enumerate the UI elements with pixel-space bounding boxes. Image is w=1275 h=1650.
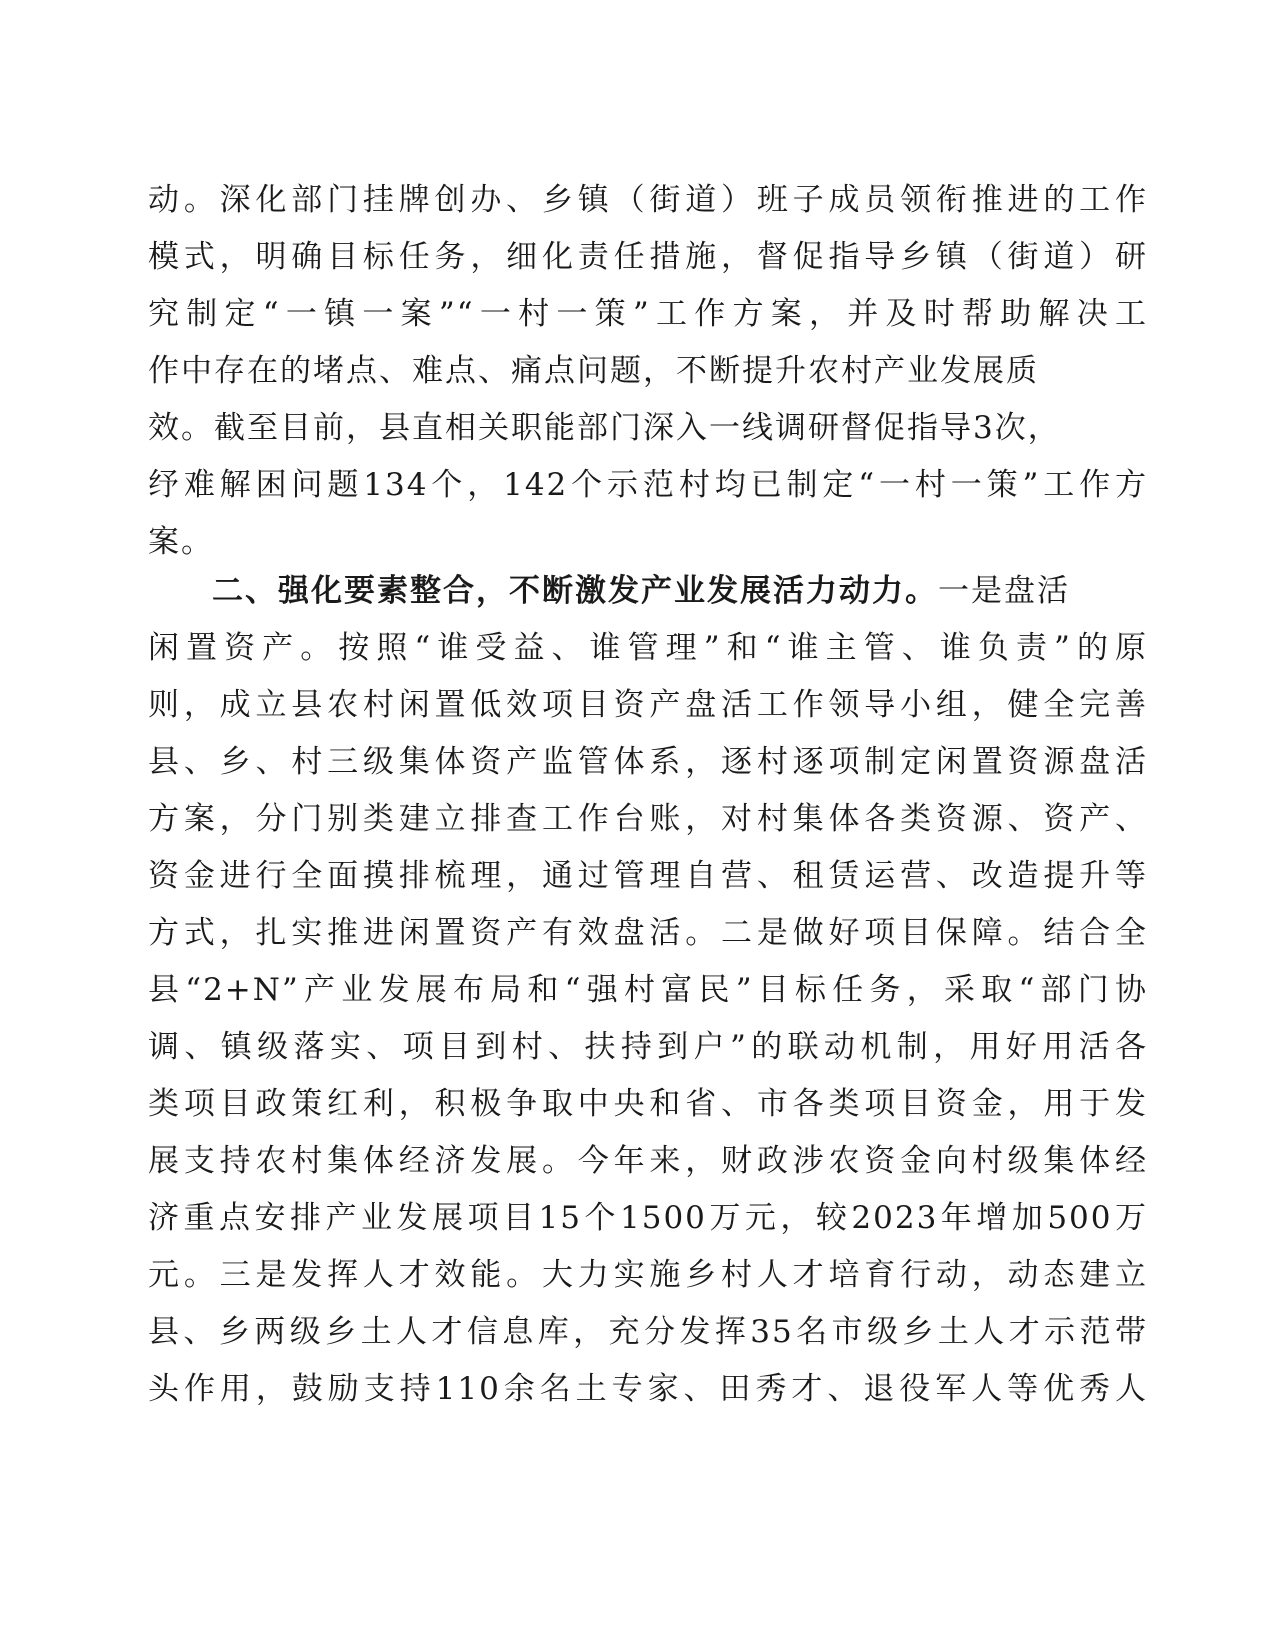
text-line: 闲置资产。按照“谁受益、谁管理”和“谁主管、谁负责”的原	[148, 630, 1148, 666]
section-heading-line	[212, 563, 1148, 619]
text-line: 方式，扎实推进闲置资产有效盘活。二是做好项目保障。结合全	[148, 915, 1148, 951]
text-line: 则，成立县农村闲置低效项目资产盘活工作领导小组，健全完善	[148, 687, 1148, 723]
text-line: 模式，明确目标任务，细化责任措施，督促指导乡镇（街道）研	[148, 239, 1148, 275]
text-line: 调、镇级落实、项目到村、扶持到户”的联动机制，用好用活各	[148, 1029, 1148, 1065]
text-line: 展支持农村集体经济发展。今年来，财政涉农资金向村级集体经	[148, 1143, 1148, 1179]
text-line: 县、乡、村三级集体资产监管体系，逐村逐项制定闲置资源盘活	[148, 744, 1148, 780]
text-line: 济重点安排产业发展项目15个1500万元，较2023年增加500万	[148, 1200, 1148, 1236]
heading-line-rest: 一是盘活	[938, 573, 1070, 609]
section-heading: 二、强化要素整合，不断激发产业发展活力动力。	[212, 573, 938, 609]
text-line: 元。三是发挥人才效能。大力实施乡村人才培育行动，动态建立	[148, 1257, 1148, 1293]
text-line: 纾难解困问题134个，142个示范村均已制定“一村一策”工作方	[148, 467, 1148, 503]
text-line: 动。深化部门挂牌创办、乡镇（街道）班子成员领衔推进的工作	[148, 182, 1148, 218]
text-line: 头作用，鼓励支持110余名土专家、田秀才、退役军人等优秀人	[148, 1371, 1148, 1407]
text-line: 究制定“一镇一案”“一村一策”工作方案，并及时帮助解决工	[148, 296, 1148, 332]
text-line: 类项目政策红利，积极争取中央和省、市各类项目资金，用于发	[148, 1086, 1148, 1122]
text-line: 资金进行全面摸排梳理，通过管理自营、租赁运营、改造提升等	[148, 858, 1148, 894]
text-line: 方案，分门别类建立排查工作台账，对村集体各类资源、资产、	[148, 801, 1148, 837]
text-line: 县“2+N”产业发展布局和“强村富民”目标任务，采取“部门协	[148, 972, 1148, 1008]
text-line: 县、乡两级乡土人才信息库，充分发挥35名市级乡土人才示范带	[148, 1314, 1148, 1350]
text-line: 效。截至目前，县直相关职能部门深入一线调研督促指导3次，	[148, 410, 1061, 446]
text-line: 案。	[148, 524, 214, 560]
text-line: 作中存在的堵点、难点、痛点问题，不断提升农村产业发展质	[148, 353, 1039, 389]
